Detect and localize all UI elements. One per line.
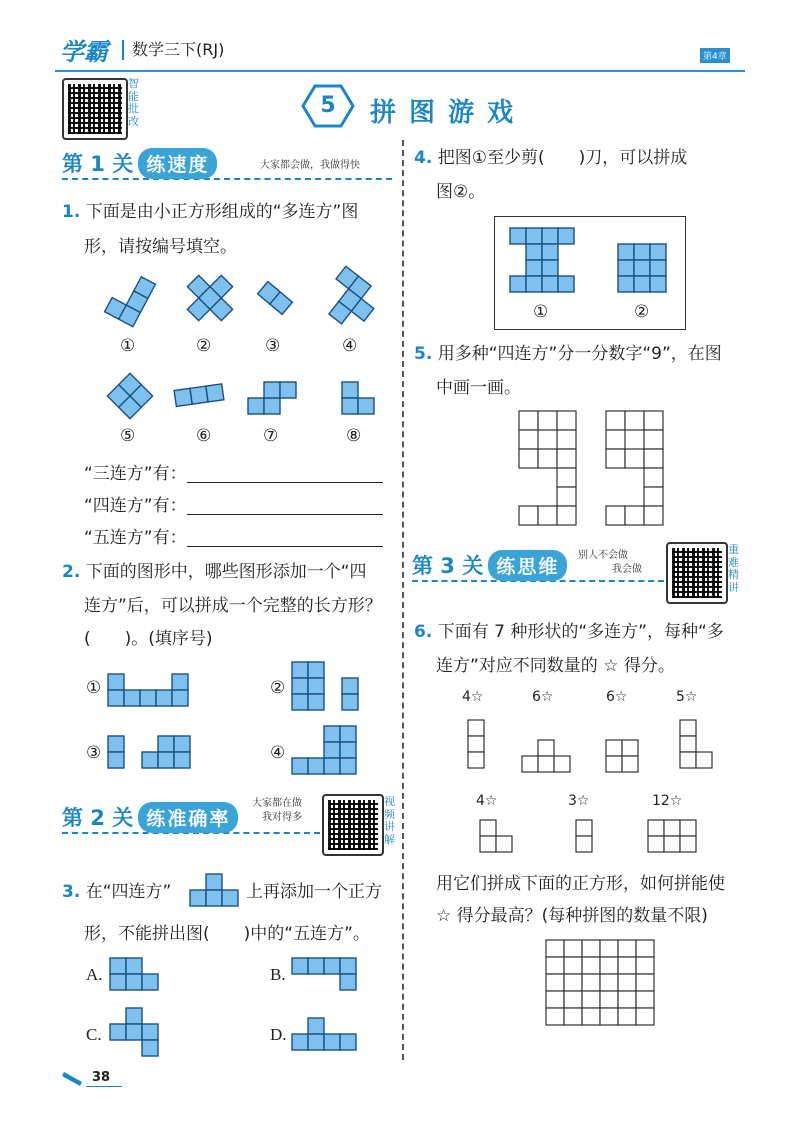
grid-cell[interactable] <box>546 957 564 974</box>
grid-cell[interactable] <box>582 1008 600 1025</box>
level-2-note-1: 大家都在做 <box>252 798 302 809</box>
level-3-name: 第 3 关 <box>412 554 484 578</box>
grid-cell[interactable] <box>600 940 618 957</box>
q1-fill-4-label: “四连方”有： <box>84 496 187 516</box>
chapter-title: 拼 图 游 戏 <box>370 98 516 128</box>
grid-cell[interactable] <box>636 974 654 991</box>
qr-label-lecture: 重难精讲 <box>728 543 739 594</box>
q6-shape-5 <box>478 818 516 854</box>
q3-line2: 形，不能拼出图( )中的“五连方”。 <box>84 924 370 944</box>
q1-text-1: 下面是由小正方形组成的“多连方”图 <box>85 202 359 222</box>
level-3-note-2: 我会做 <box>612 564 642 575</box>
q4-line2: 图②。 <box>436 182 486 202</box>
level-3-banner <box>412 550 664 582</box>
q2-line3[interactable]: ( )。(填序号) <box>84 629 213 649</box>
grid-cell[interactable] <box>600 974 618 991</box>
q4-label-2: ② <box>634 302 650 322</box>
grid-cell[interactable] <box>636 991 654 1008</box>
q1-label-2: ② <box>196 336 212 356</box>
q1-line1 <box>62 204 358 221</box>
level-1-banner <box>62 148 392 180</box>
q4-figure-1 <box>508 226 574 298</box>
q2-shape-1 <box>106 670 194 708</box>
q6-score-2: 6☆ <box>532 689 554 705</box>
q6-line1 <box>414 624 724 641</box>
q6-answer-grid[interactable] <box>544 938 656 1026</box>
level-2-name: 第 2 关 <box>62 806 134 830</box>
q1-label-3: ③ <box>265 336 281 356</box>
page-number: 38 <box>92 1070 111 1085</box>
grid-cell[interactable] <box>582 974 600 991</box>
level-3-tag: 练思维 <box>488 550 567 581</box>
q6-shape-4 <box>678 718 716 774</box>
grid-cell[interactable] <box>564 991 582 1008</box>
q1-shape-7 <box>246 380 298 416</box>
q3-option-b[interactable]: B. <box>270 965 286 984</box>
brand-logo: 学霸 <box>60 38 108 66</box>
q1-label-1: ① <box>120 336 136 356</box>
grid-cell[interactable] <box>582 940 600 957</box>
q2-label-3: ③ <box>86 743 102 763</box>
q1-fill-4-cell <box>84 496 383 515</box>
level-2-note-2: 我对得多 <box>262 812 302 823</box>
brand-divider <box>122 40 124 60</box>
q3-shape-d <box>290 1016 360 1052</box>
qr-code-video[interactable] <box>322 794 384 856</box>
q5-number: 5. <box>414 344 433 364</box>
grid-cell[interactable] <box>618 957 636 974</box>
q1-shape-1 <box>100 268 160 328</box>
q6-shape-3 <box>604 738 642 774</box>
q1-shape-3 <box>255 278 295 318</box>
q3-option-d[interactable]: D. <box>270 1025 287 1044</box>
q2-text-1: 下面的图形中，哪些图形添加一个“四 <box>85 562 367 582</box>
q1-shape-5 <box>104 370 156 422</box>
level-2-tag: 练准确率 <box>138 802 238 833</box>
grid-cell[interactable] <box>600 957 618 974</box>
book-subtitle: 数学三下(RJ) <box>132 40 225 59</box>
q5-grid-nine-2[interactable] <box>604 409 666 527</box>
q5-text-1: 用多种“四连方”分一分数字“9”，在图 <box>437 344 722 364</box>
q3-option-c[interactable]: C. <box>86 1025 102 1044</box>
qr-label-video: 视频讲解 <box>384 795 395 846</box>
q6-shape-1 <box>466 718 488 774</box>
q4-figure-2 <box>616 242 668 294</box>
grid-cell[interactable] <box>564 974 582 991</box>
q3-text-1a: 在“四连方” <box>85 882 172 902</box>
qr-code-smart-grading[interactable] <box>62 78 128 140</box>
q6-shape-2 <box>520 738 576 774</box>
q1-shape-2 <box>180 268 240 328</box>
q6-score-5: 4☆ <box>476 793 498 809</box>
q1-fill-4-blank[interactable] <box>187 496 383 515</box>
q4-number: 4. <box>414 148 433 168</box>
q4-label-1: ① <box>533 302 549 322</box>
level-1-tag: 练速度 <box>138 148 217 179</box>
q3-tetromino <box>188 872 240 908</box>
q2-shape-3 <box>106 734 196 774</box>
q6-score-7: 12☆ <box>652 793 683 809</box>
q3-shape-c <box>108 1006 160 1060</box>
q2-label-2: ② <box>270 678 286 698</box>
grid-cell[interactable] <box>636 957 654 974</box>
q6-score-3: 6☆ <box>606 689 628 705</box>
q6-line3: 用它们拼成下面的正方形，如何拼能使 <box>436 874 725 894</box>
q1-fill-5-label: “五连方”有： <box>84 528 187 548</box>
grid-cell[interactable] <box>618 1008 636 1025</box>
q1-shape-8 <box>340 380 376 416</box>
q6-line2: 连方”对应不同数量的 ☆ 得分。 <box>436 656 675 676</box>
pencil-icon <box>62 1068 88 1086</box>
grid-cell[interactable] <box>636 940 654 957</box>
q1-number: 1. <box>62 202 81 222</box>
grid-cell[interactable] <box>582 991 600 1008</box>
q1-fill-3-label: “三连方”有： <box>84 464 187 484</box>
q2-shape-4 <box>290 724 362 778</box>
level-1-name: 第 1 关 <box>62 152 134 176</box>
qr-code-lecture[interactable] <box>666 542 728 604</box>
level-1-note: 大家都会做，我做得快 <box>260 160 360 171</box>
q6-score-1: 4☆ <box>462 689 484 705</box>
q6-number: 6. <box>414 622 433 642</box>
qr-label-smart-grading: 智能批改 <box>128 77 139 128</box>
q5-grid-nine-1[interactable] <box>517 409 579 527</box>
q1-label-7: ⑦ <box>263 426 279 446</box>
level-2-banner <box>62 798 320 834</box>
q1-label-4: ④ <box>342 336 358 356</box>
grid-cell[interactable] <box>618 974 636 991</box>
q6-line4: ☆ 得分最高？(每种拼图的数量不限) <box>436 906 708 926</box>
q2-number: 2. <box>62 562 81 582</box>
q1-label-5: ⑤ <box>120 426 136 446</box>
grid-cell[interactable] <box>618 940 636 957</box>
q4-line1 <box>414 150 687 167</box>
column-divider <box>402 140 404 1060</box>
q2-line2: 连方”后，可以拼成一个完整的长方形？ <box>84 596 382 616</box>
q6-shape-6 <box>574 818 596 854</box>
q3-number: 3. <box>62 882 81 902</box>
q3-line1b: 上再添加一个正方 <box>246 882 382 902</box>
grid-cell[interactable] <box>546 1008 564 1025</box>
grid-cell[interactable] <box>600 1008 618 1025</box>
q1-shape-4 <box>318 268 382 332</box>
q3-option-a[interactable]: A. <box>86 965 103 984</box>
grid-cell[interactable] <box>618 991 636 1008</box>
q1-label-6: ⑥ <box>196 426 212 446</box>
q3-line1 <box>62 884 171 901</box>
q6-score-6: 3☆ <box>568 793 590 809</box>
chapter-number: 5 <box>320 93 336 118</box>
grid-cell[interactable] <box>582 957 600 974</box>
footer-line <box>86 1086 122 1087</box>
q5-line2: 中画一画。 <box>436 378 521 398</box>
q2-line1 <box>62 564 367 581</box>
grid-cell[interactable] <box>564 940 582 957</box>
q1-label-8: ⑧ <box>346 426 362 446</box>
q2-label-4: ④ <box>270 743 286 763</box>
q3-shape-a <box>108 956 160 992</box>
grid-cell[interactable] <box>564 957 582 974</box>
q6-text-1: 下面有 7 种形状的“多连方”，每种“多 <box>437 622 724 642</box>
q5-line1 <box>414 346 722 363</box>
level-3-note-1: 别人不会做 <box>578 550 628 561</box>
q3-shape-b <box>290 956 360 992</box>
grid-cell[interactable] <box>546 974 564 991</box>
grid-cell[interactable] <box>564 1008 582 1025</box>
grid-cell[interactable] <box>546 940 564 957</box>
q1-line2: 形，请按编号填空。 <box>84 237 237 257</box>
corner-mark: 第4章 <box>700 48 730 63</box>
q6-score-4: 5☆ <box>676 689 698 705</box>
q4-text-1: 把图①至少剪( )刀，可以拼成 <box>437 148 688 168</box>
q1-fill-5-blank[interactable] <box>187 528 383 547</box>
grid-cell[interactable] <box>600 991 618 1008</box>
grid-cell[interactable] <box>636 1008 654 1025</box>
grid-cell[interactable] <box>546 991 564 1008</box>
q2-label-1: ① <box>86 678 102 698</box>
q2-shape-2 <box>290 660 362 716</box>
q1-fill-3-blank[interactable] <box>187 464 383 483</box>
q1-fill-5-cell <box>84 528 383 547</box>
q6-shape-7 <box>646 818 702 854</box>
q1-shape-6 <box>170 380 230 410</box>
q1-fill-3-cell <box>84 464 383 483</box>
